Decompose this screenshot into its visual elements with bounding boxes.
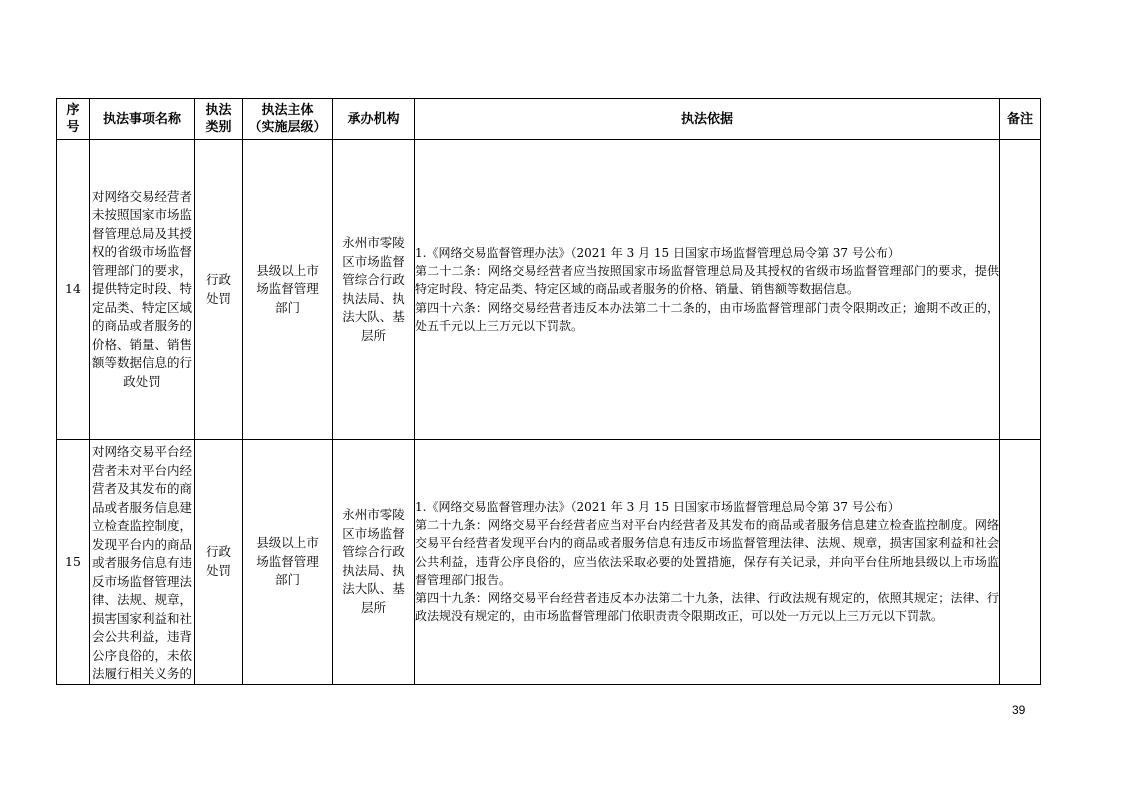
category-cell: 行政 处罚 xyxy=(195,140,243,440)
basis-paragraph: 第二十九条：网络交易平台经营者应当对平台内经营者及其发布的商品或者服务信息建立检查监控制度。网络交易平台经营者发现平台内的商品或者服务信息有违反市场监督管理法律、法规、规章，损害国家利益和社会公共利益，违背公序良俗的，应当依法采取必要的处置措施，保存有关记录，并向平台住所地县级以上市场监督管理部门报告。 xyxy=(415,518,999,587)
header-seq: 序 号 xyxy=(57,99,90,140)
basis-paragraph: 1.《网络交易监督管理办法》（2021 年 3 月 15 日国家市场监督管理总局令第 37 号公布） xyxy=(415,500,900,515)
item-name-cell: 对网络交易经营者未按照国家市场监督管理总局及其授权的省级市场监督管理部门的要求，提供特定时段、特定品类、特定区域的商品或者服务的价格、销量、销售额等数据信息的行政处罚 xyxy=(90,140,195,440)
seq-cell: 14 xyxy=(57,140,90,440)
table-row xyxy=(57,440,1041,685)
basis-paragraph: 第二十二条：网络交易经营者应当按照国家市场监督管理总局及其授权的省级市场监督管理部门的要求，提供特定时段、特定品类、特定区域的商品或者服务的价格、销量、销售额等数据信息。 xyxy=(415,264,999,297)
agency-cell: 永州市零陵区市场监督管综合行政执法局、执法大队、基层所 xyxy=(333,140,415,440)
page-number: 39 xyxy=(1012,703,1026,717)
header-row xyxy=(57,99,1041,140)
seq-cell: 15 xyxy=(57,440,90,685)
subject-cell: 县级以上市场监督管理部门 xyxy=(243,140,333,440)
basis-cell xyxy=(415,140,1000,440)
basis-paragraph: 第四十六条：网络交易经营者违反本办法第二十二条的，由市场监督管理部门责令限期改正；逾期不改正的，处五千元以上三万元以下罚款。 xyxy=(415,300,999,333)
header-item-name: 执法事项名称 xyxy=(90,99,195,140)
law-enforcement-table xyxy=(56,98,1041,685)
basis-cell xyxy=(415,440,1000,685)
header-agency: 承办机构 xyxy=(333,99,415,140)
basis-paragraph: 1.《网络交易监督管理办法》（2021 年 3 月 15 日国家市场监督管理总局令第 37 号公布） xyxy=(415,245,900,260)
basis-paragraph: 第四十九条：网络交易平台经营者违反本办法第二十九条，法律、行政法规有规定的，依照其规定；法律、行政法规没有规定的，由市场监督管理部门依职责责令限期改正，可以处一万元以上三万元以下罚款。 xyxy=(415,591,999,624)
subject-cell: 县级以上市场监督管理部门 xyxy=(243,440,333,685)
header-basis: 执法依据 xyxy=(415,99,1000,140)
agency-cell: 永州市零陵区市场监督管综合行政执法局、执法大队、基层所 xyxy=(333,440,415,685)
header-remark: 备注 xyxy=(1000,99,1041,140)
header-category: 执法 类别 xyxy=(195,99,243,140)
remark-cell xyxy=(1000,440,1041,685)
header-subject: 执法主体 （实施层级） xyxy=(243,99,333,140)
item-name-cell: 对网络交易平台经营者未对平台内经营者及其发布的商品或者服务信息建立检查监控制度，发现平台内的商品或者服务信息有违反市场监督管理法律、法规、规章，损害国家利益和社会公共利益，违背公序良俗的，未依法履行相关义务的 xyxy=(90,440,195,685)
table-row xyxy=(57,140,1041,440)
remark-cell xyxy=(1000,140,1041,440)
category-cell: 行政 处罚 xyxy=(195,440,243,685)
